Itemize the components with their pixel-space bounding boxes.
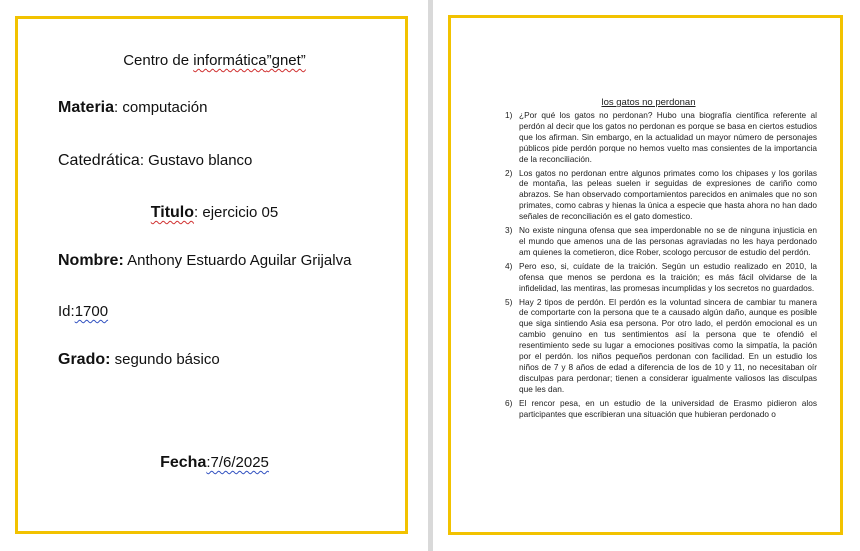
page-border xyxy=(448,15,843,535)
list-item: 6) El rencor pesa, en un estudio de la universidad de Erasmo pidieron alos participantes que escribieran una situación que hubieran perdonado o xyxy=(505,397,817,419)
fecha-line: Fecha:7/6/2025 xyxy=(160,454,269,471)
list-item: 3) No existe ninguna ofensa que sea imperdonable no se de ninguna injusticia en el mundo que amenos una de las personas agraviadas no les haya perdonado am quienes la cometieron, dice Rober, scologo percusor de estudio del perdón. xyxy=(505,225,817,257)
essay-list xyxy=(505,110,817,422)
cover-title: Centro de informática”gnet” xyxy=(123,52,306,69)
page-border xyxy=(15,16,408,534)
list-item: 4) Pero eso, si, cuídate de la traición. Según un estudio realizado en 2010, la ofensa que menos se perdona es la traición; es más fácil olvidarse de la infidelidad, las mentiras, las promesas incumplidas y los secretos no guardados. xyxy=(505,260,817,293)
titulo-line: Titulo: ejercicio 05 xyxy=(150,204,279,221)
list-item: 5) Hay 2 tipos de perdón. El perdón es la voluntad sincera de cambiar tu manera de comportarte con la persona que te a causado algún daño, aunque es posible que siga sintiendo Asia esa persona. Por otro lado, el perdón emocional es un cambio genuino en tus sentimientos así la persona que te ofendió el resentimiento sede su lugar a emociones positivas como la simpatía, la pación por el perdón. los niños pequeños perdonan con facilidad. En un estudio los niños de 7 y 8 años de edad a diferencia de los de 10 y 11, no necesitaban oír disculpas para perdonar; tienen a considerar igualmente valiosos las disculpas que les dan. xyxy=(505,296,817,394)
essay-title: los gatos no perdonan xyxy=(601,97,696,108)
id-line: Id:1700 xyxy=(58,303,109,320)
cover-page xyxy=(0,0,428,551)
materia-line: Materia: computación xyxy=(58,99,208,116)
list-item: 1) ¿Por qué los gatos no perdonan? Hubo una biografía científica referente al perdón al decir que los gatos no perdonan es porque se basa en ciertos estudios que los afirman. Sin embargo, en la actualidad un mayor número de personajes públicos pide perdón porque no hemos vuelto mas consientes de la importancia de la reconciliación. xyxy=(505,110,817,164)
nombre-line: Nombre: Anthony Estuardo Aguilar Grijalva xyxy=(58,252,352,269)
list-item: 2) Los gatos no perdonan entre algunos primates como los chipases y los gorilas de montaña, las peleas suelen ir seguidas de expresiones de cariño como abrazos. Se han observado comportamientos parecidos en animales que no son primates, como cabras y hienas la única a especie que hasta ahora no han dado señales de reconciliación es el gato domestico. xyxy=(505,167,817,222)
catedratica-line: Catedrática: Gustavo blanco xyxy=(58,152,253,169)
grado-line: Grado: segundo básico xyxy=(58,351,220,368)
essay-page xyxy=(433,0,860,551)
